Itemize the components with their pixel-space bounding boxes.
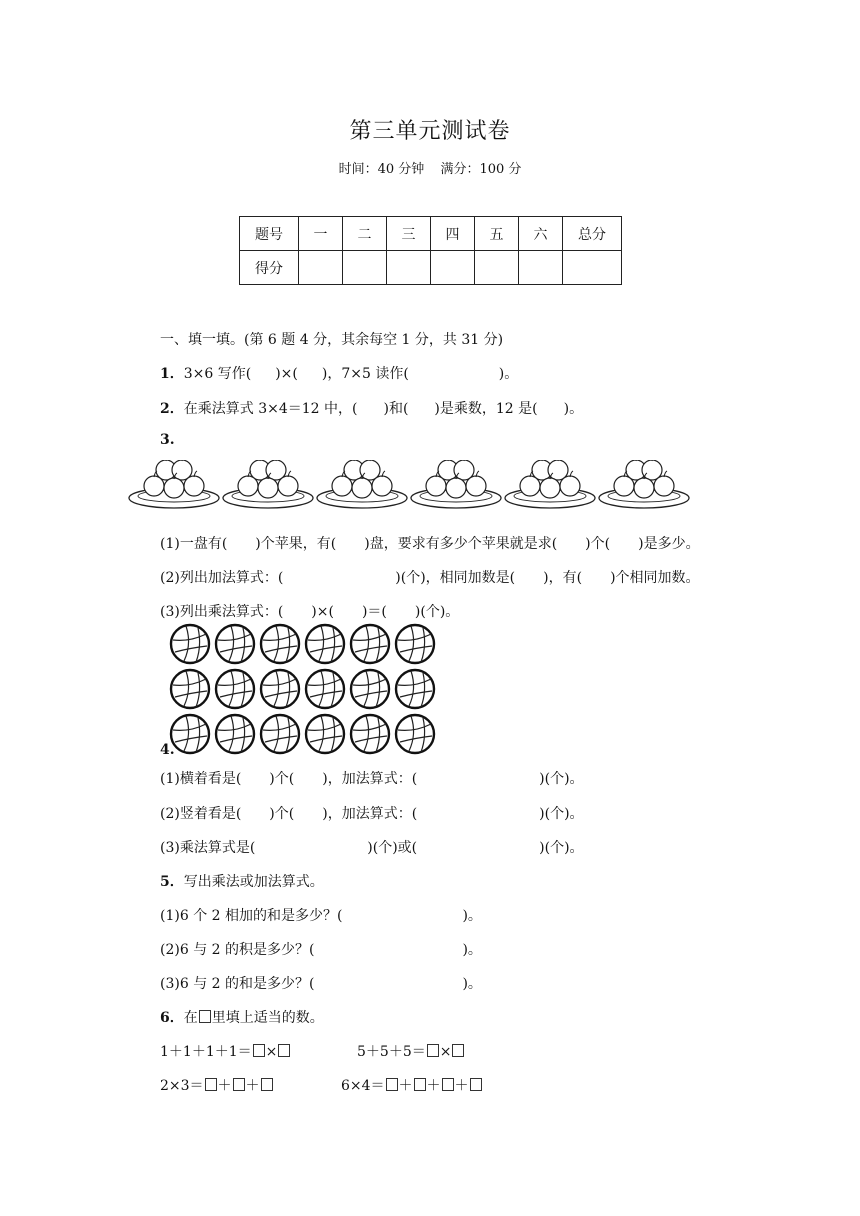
question-5-part-2 <box>160 939 482 959</box>
volleyball-icon <box>171 625 209 663</box>
equation: 1＋1＋1＋1＝ <box>160 1044 252 1060</box>
q3-text: )(个)，相同加数是( <box>395 570 516 586</box>
equation-row-1b <box>357 1041 465 1061</box>
question-5 <box>160 871 324 891</box>
volleyball-icon <box>261 670 299 708</box>
q4-text: )(个)。 <box>539 806 584 822</box>
q4-text: )个( <box>269 806 295 822</box>
question-number: 6． <box>160 1010 184 1026</box>
q3-text: (1)一盘有( <box>160 536 228 552</box>
volleyball-grid-illustration <box>166 622 446 762</box>
q3-text: )＝( <box>361 604 387 620</box>
q4-text: )(个)。 <box>539 771 584 787</box>
question-4-part-3 <box>160 837 584 857</box>
volleyball-icon <box>216 625 254 663</box>
score-cell[interactable] <box>563 251 622 285</box>
apple-plate <box>411 460 501 508</box>
q4-text: )(个)。 <box>539 840 584 856</box>
apple-plate <box>317 460 407 508</box>
q5-text: (3)6 与 2 的和是多少？( <box>160 976 315 992</box>
q3-text: )×( <box>311 604 334 620</box>
q3-text: )个苹果，有( <box>255 536 337 552</box>
q6-text: 里填上适当的数。 <box>211 1010 324 1026</box>
operator: ＋ <box>454 1078 469 1094</box>
q3-text: )个相同加数。 <box>610 570 700 586</box>
question-3-part-1 <box>160 533 700 553</box>
section-heading: 一、填一填。(第 6 题 4 分，其余每空 1 分，共 31 分) <box>160 332 504 348</box>
volleyball-icon <box>216 670 254 708</box>
question-3-number <box>160 432 175 448</box>
q5-text: )。 <box>462 942 482 958</box>
q3-text: )(个)。 <box>414 604 460 620</box>
operator: × <box>439 1044 452 1060</box>
q2-text: )和( <box>383 401 409 417</box>
answer-box[interactable] <box>470 1078 482 1091</box>
q4-text: )，加法算式：( <box>322 806 418 822</box>
header-cell: 一 <box>299 217 343 251</box>
q2-text: )是乘数，12 是( <box>434 401 538 417</box>
volleyball-icon <box>351 625 389 663</box>
question-number: 5． <box>160 874 184 890</box>
volleyball-icon <box>261 625 299 663</box>
q4-text: )个( <box>269 771 295 787</box>
q5-text: )。 <box>462 976 482 992</box>
header-cell: 总分 <box>563 217 622 251</box>
apple-plate <box>599 460 689 508</box>
header-cell: 三 <box>387 217 431 251</box>
volleyball-icon <box>396 715 434 753</box>
volleyball-icon <box>351 670 389 708</box>
equation: 6×4＝ <box>341 1078 385 1094</box>
question-number: 1． <box>160 366 184 382</box>
answer-box[interactable] <box>278 1044 290 1057</box>
score-table <box>239 216 622 285</box>
q5-text: 写出乘法或加法算式。 <box>183 874 324 890</box>
q1-text: )。 <box>498 366 519 382</box>
page-title: 第三单元测试卷 <box>349 119 511 144</box>
q1-text: )×( <box>275 366 298 382</box>
apple-plate <box>129 460 219 508</box>
header-cell: 四 <box>431 217 475 251</box>
q4-text: )(个)或( <box>367 840 418 856</box>
apple-plate <box>223 460 313 508</box>
score-table-score-row <box>240 251 622 285</box>
score-table-header-row <box>240 217 622 251</box>
q4-text: (2)竖着看是( <box>160 806 242 822</box>
operator: ＋ <box>217 1078 232 1094</box>
equation: 5＋5＋5＝ <box>357 1044 426 1060</box>
q2-text: )。 <box>563 401 584 417</box>
q5-text: )。 <box>462 908 482 924</box>
header-cell: 五 <box>475 217 519 251</box>
volleyball-icon <box>306 715 344 753</box>
answer-box[interactable] <box>427 1044 439 1057</box>
volleyball-icon <box>171 670 209 708</box>
q2-text: 在乘法算式 3×4＝12 中，( <box>183 401 358 417</box>
equation-row-2b <box>341 1075 483 1095</box>
score-cell[interactable] <box>475 251 519 285</box>
volleyball-icon <box>306 625 344 663</box>
time-limit: 时间：40 分钟 <box>338 162 425 177</box>
q4-text: (1)横着看是( <box>160 771 242 787</box>
score-cell[interactable] <box>387 251 431 285</box>
answer-box[interactable] <box>442 1078 454 1091</box>
score-cell[interactable] <box>519 251 563 285</box>
header-cell: 题号 <box>240 217 299 251</box>
volleyball-icon <box>396 625 434 663</box>
q5-text: (2)6 与 2 的积是多少？( <box>160 942 315 958</box>
volleyball-icon <box>351 715 389 753</box>
operator: × <box>265 1044 278 1060</box>
equation-row-2 <box>160 1075 274 1095</box>
q3-text: (2)列出加法算式：( <box>160 570 284 586</box>
answer-box[interactable] <box>386 1078 398 1091</box>
q1-text: 3×6 写作( <box>183 366 252 382</box>
operator: ＋ <box>245 1078 260 1094</box>
operator: ＋ <box>426 1078 441 1094</box>
q3-text: )个( <box>585 536 611 552</box>
score-cell[interactable] <box>431 251 475 285</box>
full-score: 满分：100 分 <box>440 162 522 177</box>
apple-plate <box>505 460 595 508</box>
volleyball-icon <box>306 670 344 708</box>
volleyball-icon <box>171 715 209 753</box>
operator: ＋ <box>398 1078 413 1094</box>
q3-text: )，有( <box>543 570 583 586</box>
question-4-part-2 <box>160 803 584 823</box>
answer-box[interactable] <box>253 1044 265 1057</box>
q3-text: )是多少。 <box>638 536 700 552</box>
score-cell[interactable] <box>299 251 343 285</box>
q3-text: (3)列出乘法算式：( <box>160 604 284 620</box>
q3-text: )盘，要求有多少个苹果就是求( <box>364 536 558 552</box>
q4-text: (3)乘法算式是( <box>160 840 256 856</box>
empty-box <box>199 1010 211 1023</box>
q4-text: )，加法算式：( <box>322 771 418 787</box>
header-cell: 二 <box>343 217 387 251</box>
answer-box[interactable] <box>452 1044 464 1057</box>
answer-box[interactable] <box>233 1078 245 1091</box>
answer-box[interactable] <box>205 1078 217 1091</box>
apple-plates-illustration <box>126 460 696 518</box>
answer-box[interactable] <box>414 1078 426 1091</box>
score-cell[interactable] <box>343 251 387 285</box>
question-3-part-2 <box>160 567 700 587</box>
equation: 2×3＝ <box>160 1078 204 1094</box>
question-2 <box>160 398 583 418</box>
question-3-part-3 <box>160 601 459 621</box>
question-5-part-1 <box>160 905 482 925</box>
q5-text: (1)6 个 2 相加的和是多少？( <box>160 908 343 924</box>
q6-text: 在 <box>183 1010 198 1026</box>
question-5-part-3 <box>160 973 482 993</box>
answer-box[interactable] <box>261 1078 273 1091</box>
question-4-number <box>160 742 175 758</box>
row-label: 得分 <box>240 251 299 285</box>
volleyball-icon <box>261 715 299 753</box>
question-number: 2． <box>160 401 184 417</box>
volleyball-icon <box>396 670 434 708</box>
exam-meta <box>0 158 860 177</box>
question-4-part-1 <box>160 768 584 788</box>
header-cell: 六 <box>519 217 563 251</box>
question-number: 3. <box>160 432 175 448</box>
equation-row-1 <box>160 1041 291 1061</box>
volleyball-icon <box>216 715 254 753</box>
question-6 <box>160 1007 324 1027</box>
question-1 <box>160 363 518 383</box>
question-number: 4. <box>160 742 175 758</box>
q1-text: )，7×5 读作( <box>321 366 409 382</box>
